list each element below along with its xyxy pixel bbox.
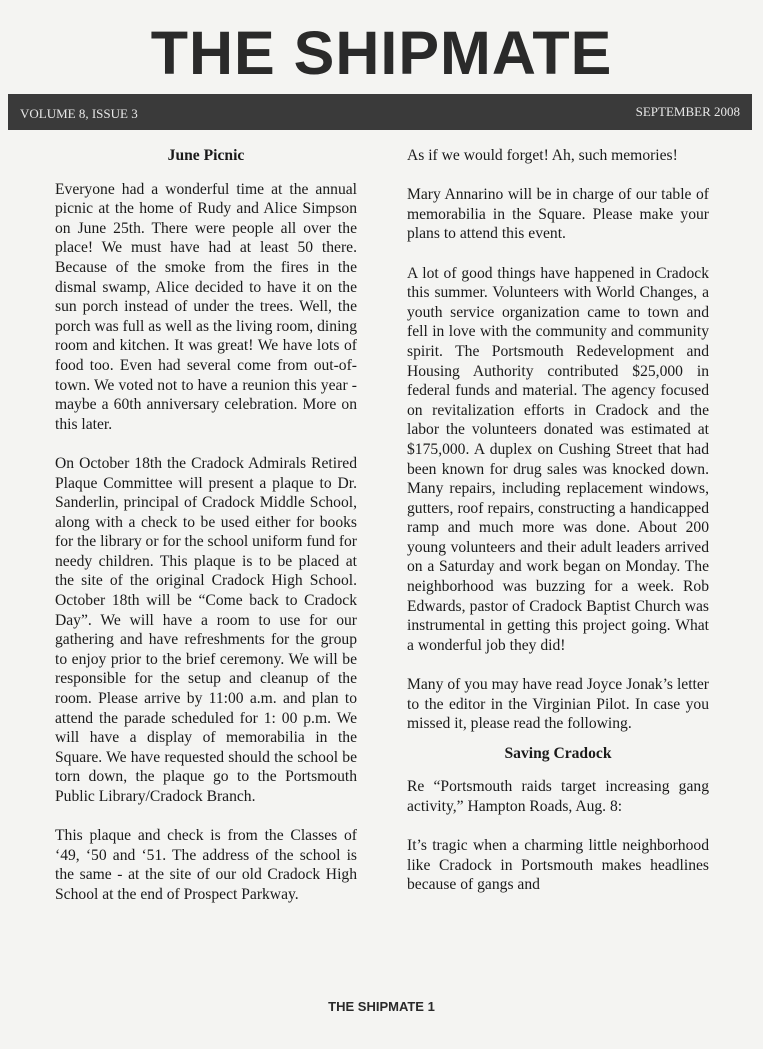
article-paragraph: It’s tragic when a charming little neighborhood like Cradock in Portsmouth makes headlines because of gangs and <box>407 837 709 894</box>
article-paragraph: This plaque and check is from the Classes of ‘49, ‘50 and ‘51. The address of the school is the same - at the site of our old Cradock High School at the end of Prospect Parkway. <box>55 827 357 903</box>
article-paragraph: Everyone had a wonderful time at the annual picnic at the home of Rudy and Alice Simpson on June 25th. There were people all over the place! We must have had at least 50 there. Because of the smoke from the fires in the dismal swamp, Alice decided to have it on the sun porch instead of under the trees. Well, the porch was full as well as the living room, dining room and kitchen. It was great! We have lots of food too. Even had several come from out-of-town. We voted not to have a reunion this year - maybe a 60th anniversary celebration. More on this later. <box>55 180 357 433</box>
volume-bar <box>8 94 752 130</box>
page-footer: THE SHIPMATE 1 <box>328 999 435 1014</box>
article-paragraph: On October 18th the Cradock Admirals Retired Plaque Committee will present a plaque to Dr. Sanderlin, principal of Cradock Middle School, along with a check to be used either for books for the library or for the school uniform fund for needy children. This plaque is to be placed at the site of the original Cradock High School. October 18th will be “Come back to Cradock Day”. We will have a room to use for our gathering and have refreshments for the group to enjoy prior to the brief ceremony. We will be responsible for the setup and cleanup of the room. Please arrive by 11:00 a.m. and plan to attend the parade scheduled for 1: 00 p.m. We will have a display of memorabilia in the Square. We have requested should the school be torn down, the plaque go to the Portsmouth Public Library/Cradock Branch. <box>55 454 357 805</box>
volume-issue: VOLUME 8, ISSUE 3 <box>20 106 138 121</box>
article-paragraph: Mary Annarino will be in charge of our table of memorabilia in the Square. Please make your plans to attend this event. <box>407 186 709 243</box>
june-picnic-heading: June Picnic <box>167 147 245 164</box>
right-column <box>407 146 709 915</box>
article-paragraph: As if we would forget! Ah, such memories! <box>407 147 678 164</box>
article-paragraph: Re “Portsmouth raids target increasing gang activity,” Hampton Roads, Aug. 8: <box>407 778 709 815</box>
saving-cradock-heading: Saving Cradock <box>504 744 612 762</box>
article-paragraph: A lot of good things have happened in Cradock this summer. Volunteers with World Changes, a youth service organization came to town and fell in love with the community and community spirit. The Portsmouth Redevelopment and Housing Authority contributed $25,000 in federal funds and material. The agency focused on revitalization efforts in Cradock and the labor the volunteers donated was estimated at $175,000. A duplex on Cushing Street that had been known for drug sales was knocked down. Many repairs, including replacement windows, gutters, roof repairs, constructing a handicapped ramp and much more was done. About 200 young volunteers and their adult leaders arrived on a Saturday and work began on Monday. The neighborhood was buzzing for a week. Rob Edwards, pastor of Cradock Baptist Church was instrumental in getting this project going. What a wonderful job they did! <box>407 264 709 654</box>
article-paragraph: Many of you may have read Joyce Jonak’s letter to the editor in the Virginian Pilot. In case you missed it, please read the following. <box>407 676 709 733</box>
issue-date: SEPTEMBER 2008 <box>635 104 740 119</box>
newsletter-title: THE SHIPMATE <box>150 19 613 87</box>
left-column <box>55 146 357 924</box>
